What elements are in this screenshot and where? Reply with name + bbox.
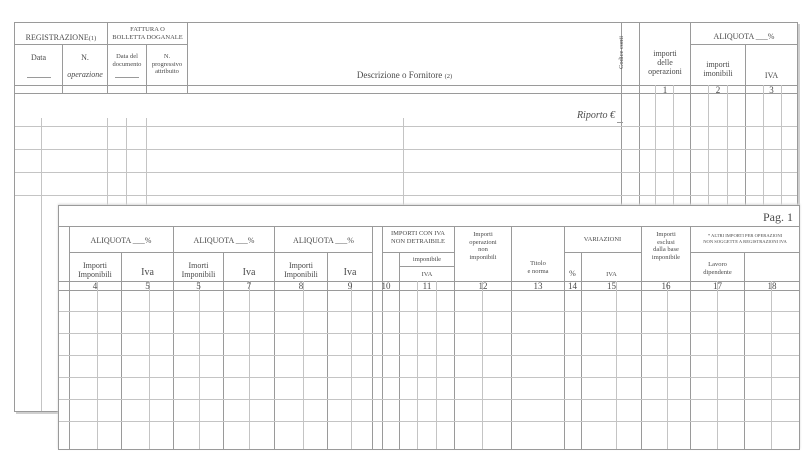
riporto-underline	[617, 122, 623, 123]
back-reg-divider	[15, 44, 187, 45]
front-subcol	[351, 281, 352, 449]
registrazione-header: REGISTRAZIONE(1)	[25, 33, 97, 42]
data-documento-header: Data del documento	[112, 53, 142, 68]
front-subcol	[303, 281, 304, 449]
front-register-sheet	[58, 205, 800, 450]
variazioni-pct-header: %	[569, 269, 576, 278]
front-vline	[173, 226, 174, 449]
front-subcol	[717, 281, 718, 449]
back-row-line	[15, 195, 797, 196]
front-subcol	[97, 281, 98, 449]
col-number: 14	[568, 281, 577, 291]
imponibili-2-header: Imorti Imponibili	[181, 261, 216, 279]
front-vline	[274, 226, 275, 449]
iva-1-header: Iva	[141, 267, 154, 278]
non-imponibili-header: Importi operazioni non imponibili	[469, 231, 497, 261]
front-subcol	[667, 281, 668, 449]
front-subcol	[199, 281, 200, 449]
back-vline	[187, 23, 188, 93]
front-variazioni-divider	[564, 252, 641, 253]
col-number: 5	[196, 281, 201, 291]
col-number-1: 1	[662, 85, 668, 95]
col-number: 10	[381, 281, 391, 291]
front-row-line	[59, 311, 799, 312]
col-number: 9	[347, 281, 353, 291]
data-header: Data	[30, 53, 47, 62]
front-subcol	[482, 281, 483, 449]
imponibili-3-header: Importi Imponibili	[284, 261, 318, 279]
col-number: 18	[767, 281, 777, 291]
imponibili-1-header: Importi Imponibili	[78, 261, 112, 279]
importi-imponibili-header: importi imonibili	[703, 60, 733, 78]
front-subcol	[771, 281, 772, 449]
back-aliquota-divider	[690, 44, 797, 45]
front-vline	[690, 226, 691, 449]
col-number: 5	[145, 281, 150, 291]
data-documento-underline	[115, 77, 139, 78]
page-number: Pag. 1	[763, 210, 793, 224]
fattura-header: FATTURA O BOLLETTA DOGANALE	[112, 26, 183, 41]
iva-header: IVA	[764, 71, 779, 80]
altri-importi-header: * ALTRI IMPORTI PER OPERAZIONI NON SOGGETTE A REGISTRAZIONI IVA	[703, 233, 787, 244]
front-vline	[69, 226, 70, 449]
variazioni-header: VARIAZIONI	[583, 236, 622, 243]
back-row-line	[15, 126, 797, 127]
front-subcol	[616, 281, 617, 449]
front-row-line	[59, 333, 799, 334]
back-row-line	[15, 172, 797, 173]
front-header-top-line	[59, 226, 799, 227]
col-number: 13	[533, 281, 543, 291]
aliquota-header: ALIQUOTA ___%	[713, 32, 775, 41]
col-number-2: 2	[715, 85, 721, 95]
iva-3-header: Iva	[343, 267, 357, 278]
col-number: 4	[92, 281, 98, 291]
indetraibile-imponibile-header: imponibile	[412, 256, 442, 263]
riporto-label: Riporto €	[576, 110, 615, 121]
front-subcol	[149, 281, 150, 449]
front-vline	[564, 226, 565, 449]
front-row-line	[59, 377, 799, 378]
indetraibile-iva-header: IVA	[421, 271, 433, 278]
lavoro-dipendente-header: Lavoro dipendente	[703, 261, 732, 276]
indetraibile-header: IMPORTI CON IVA NON DETRAIBILE	[390, 230, 446, 245]
front-imponibile-divider	[399, 266, 454, 267]
data-underline	[27, 77, 51, 78]
front-row-line	[59, 355, 799, 356]
col-number: 17	[713, 281, 722, 291]
n-operazione-header: N. operazione	[67, 53, 103, 79]
front-subcol	[249, 281, 250, 449]
col-number: 7	[246, 281, 252, 291]
iva-2-header: Iva	[242, 267, 256, 278]
front-vline	[382, 226, 383, 449]
titolo-norma-header: Titolo e norma	[527, 260, 549, 275]
col-number-3: 3	[769, 85, 774, 95]
col-number: 15	[607, 281, 616, 291]
aliquota-1-header: ALIQUOTA ___%	[90, 236, 152, 245]
col-number: 8	[298, 281, 304, 291]
progressivo-header: N. progressivo attribuito	[151, 53, 183, 75]
aliquota-2-header: ALIQUOTA ___%	[193, 236, 255, 245]
front-vline	[372, 226, 373, 449]
front-row-line	[59, 399, 799, 400]
col-number: 11	[422, 281, 432, 291]
col-number: 16	[661, 281, 671, 291]
esclusi-header: Importi esclusi dalla base imponibile	[651, 231, 681, 261]
front-indetraibile-divider	[382, 252, 454, 253]
back-row-line	[15, 149, 797, 150]
col-number: 12	[478, 281, 488, 291]
front-subcol	[436, 281, 437, 449]
importi-operazioni-header: importi delle operazioni	[648, 49, 682, 76]
front-row-line	[59, 421, 799, 422]
variazioni-iva-header: IVA	[606, 271, 617, 278]
codice-conti-header: Codice conti	[618, 35, 625, 69]
front-subcol	[417, 281, 418, 449]
back-body-col	[41, 118, 42, 411]
descrizione-header: Descrizione o Fornitore (2)	[356, 70, 453, 80]
aliquota-3-header: ALIQUOTA ___%	[293, 236, 354, 245]
